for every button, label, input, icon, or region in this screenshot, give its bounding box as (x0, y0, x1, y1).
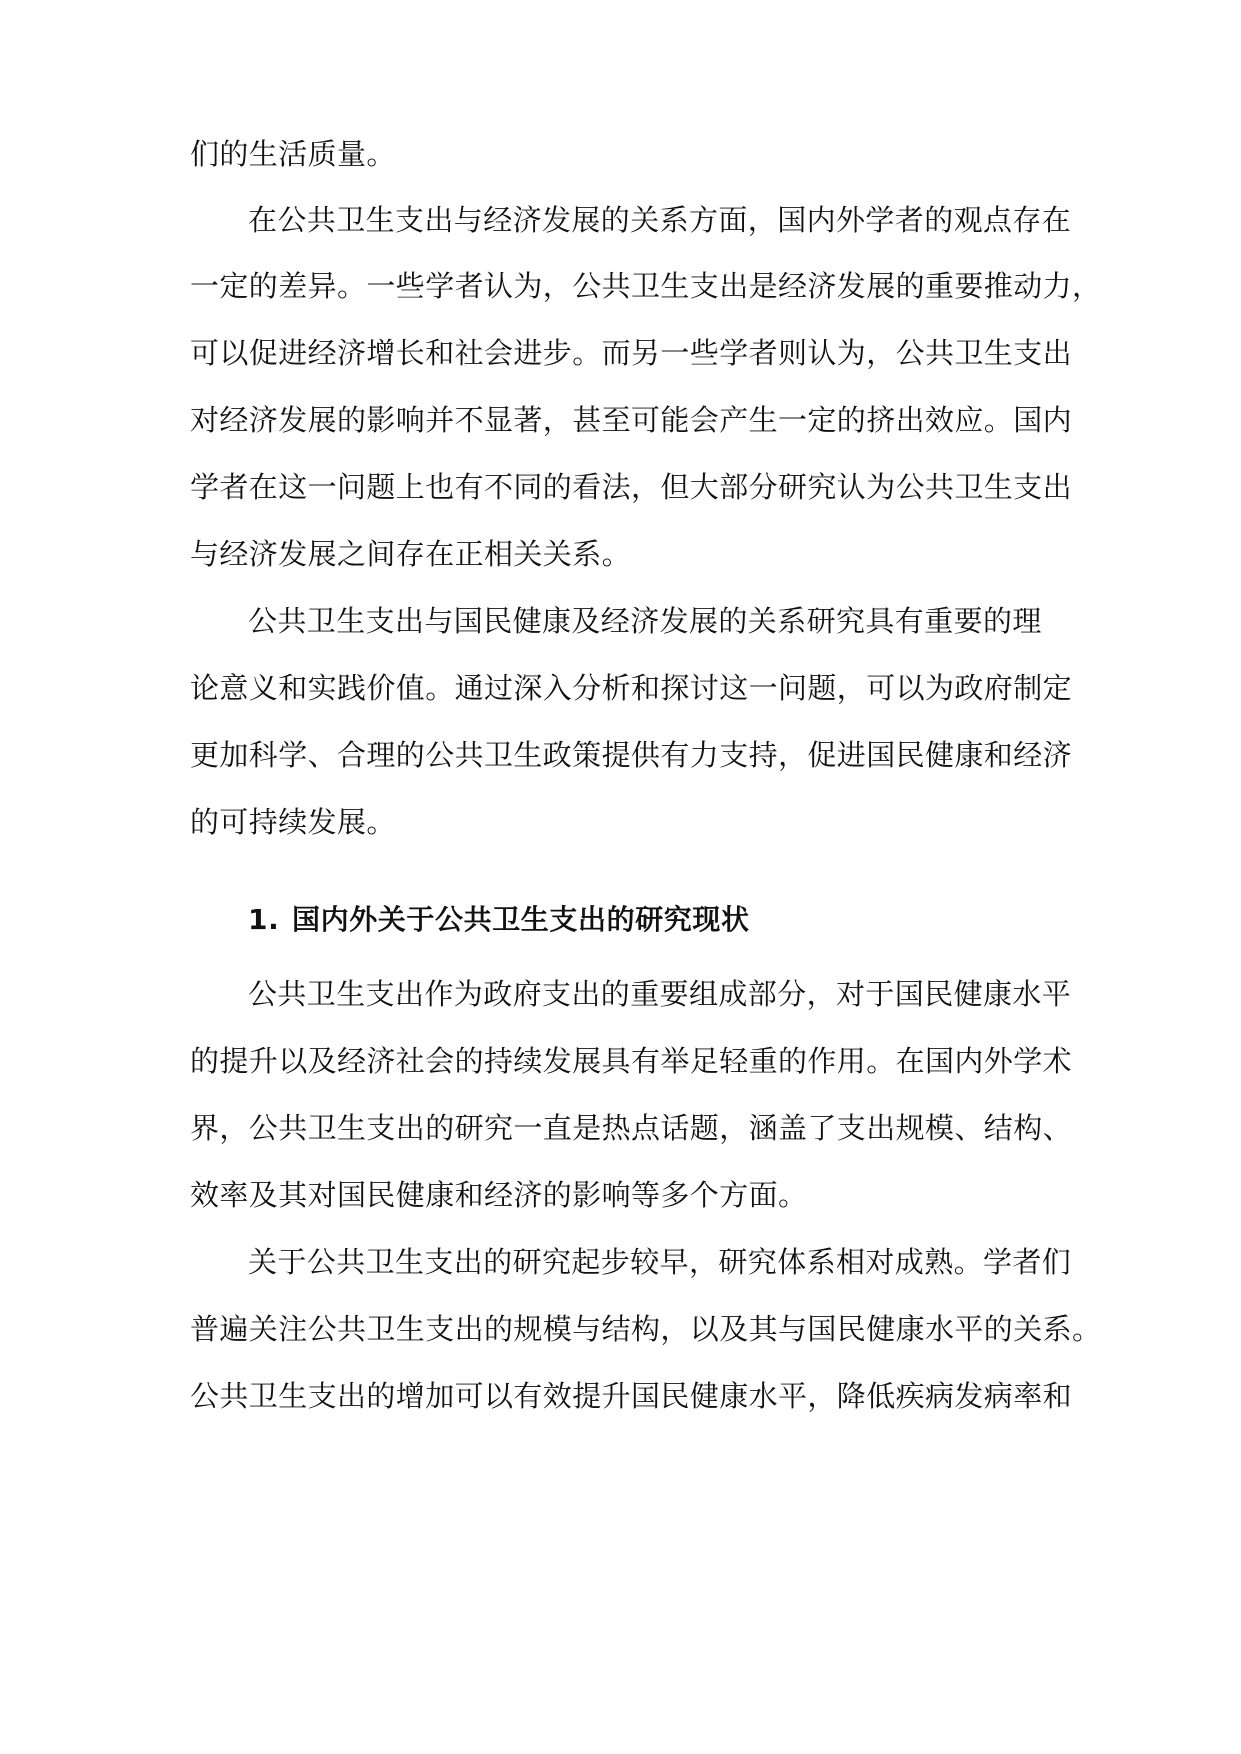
paragraph-line: 在公共卫生支出与经济发展的关系方面，国内外学者的观点存在 (248, 203, 1072, 237)
paragraph-line: 效率及其对国民健康和经济的影响等多个方面。 (190, 1178, 808, 1212)
paragraph-line: 普遍关注公共卫生支出的规模与结构，以及其与国民健康水平的关系。 (190, 1312, 1102, 1346)
paragraph-line: 一定的差异。一些学者认为，公共卫生支出是经济发展的重要推动力， (190, 269, 1102, 303)
paragraph-line: 的提升以及经济社会的持续发展具有举足轻重的作用。在国内外学术 (190, 1044, 1073, 1078)
paragraph-line: 学者在这一问题上也有不同的看法，但大部分研究认为公共卫生支出 (190, 470, 1073, 504)
paragraph-line: 关于公共卫生支出的研究起步较早，研究体系相对成熟。学者们 (248, 1245, 1072, 1279)
paragraph-line: 公共卫生支出的增加可以有效提升国民健康水平，降低疾病发病率和 (190, 1379, 1073, 1413)
section-title: 国内外关于公共卫生支出的研究现状 (292, 903, 750, 936)
section-number: 1. (248, 903, 280, 936)
paragraph-line: 可以促进经济增长和社会进步。而另一些学者则认为，公共卫生支出 (190, 336, 1073, 370)
paragraph-line: 界，公共卫生支出的研究一直是热点话题，涵盖了支出规模、结构、 (190, 1111, 1073, 1145)
paragraph-line: 公共卫生支出与国民健康及经济发展的关系研究具有重要的理 (248, 604, 1042, 638)
paragraph-line: 的可持续发展。 (190, 805, 396, 839)
paragraph-line: 论意义和实践价值。通过深入分析和探讨这一问题，可以为政府制定 (190, 671, 1073, 705)
paragraph-line: 更加科学、合理的公共卫生政策提供有力支持，促进国民健康和经济 (190, 738, 1073, 772)
paragraph-line: 对经济发展的影响并不显著，甚至可能会产生一定的挤出效应。国内 (190, 403, 1073, 437)
paragraph-line: 与经济发展之间存在正相关关系。 (190, 537, 632, 571)
paragraph-line: 们的生活质量。 (190, 137, 396, 171)
section-heading (248, 900, 750, 940)
paragraph-line: 公共卫生支出作为政府支出的重要组成部分，对于国民健康水平 (248, 977, 1072, 1011)
